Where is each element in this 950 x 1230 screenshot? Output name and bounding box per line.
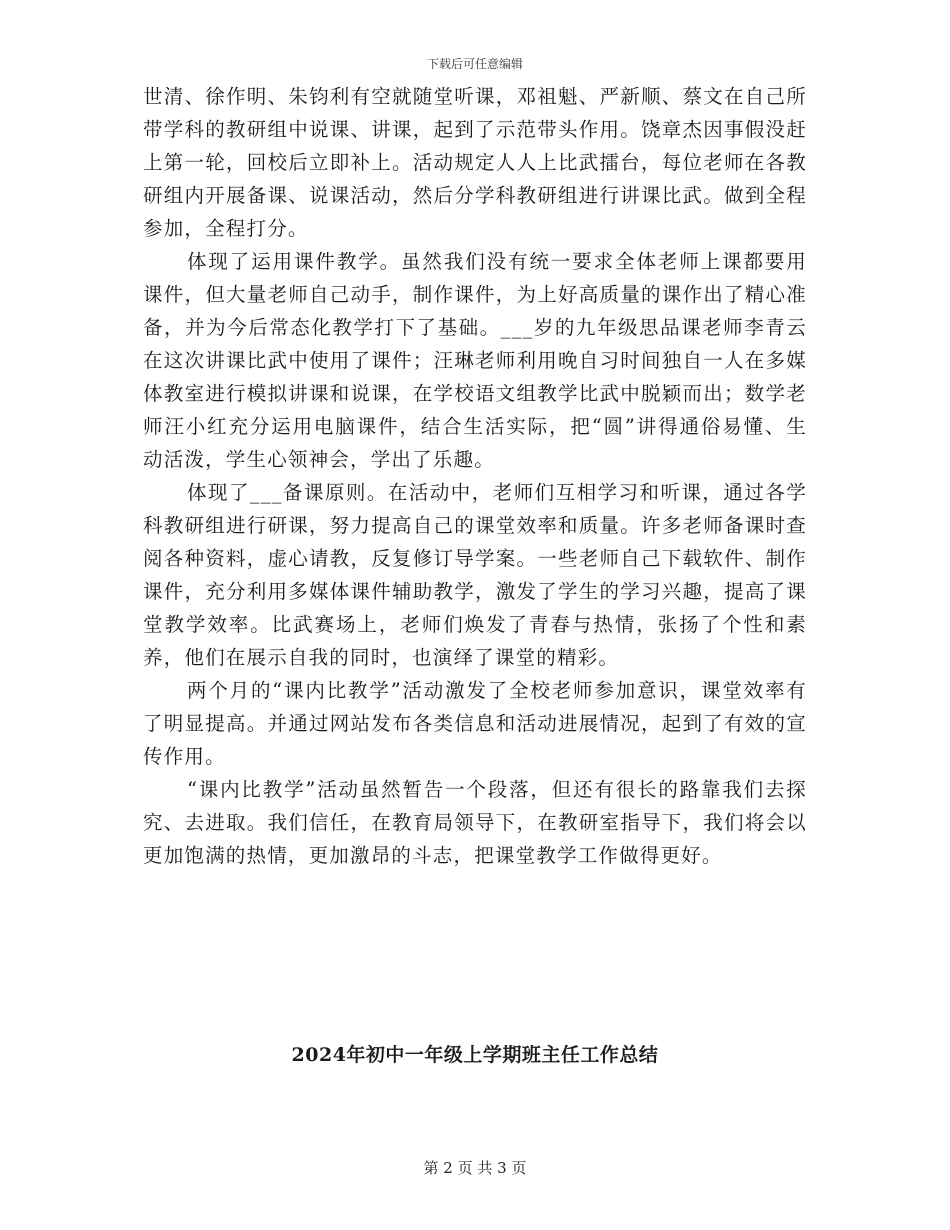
page-footer: 第 2 页 共 3 页 xyxy=(423,1159,527,1177)
section-heading: 2024年初中一年级上学期班主任工作总结 xyxy=(291,1044,659,1066)
page-header: 下载后可任意编辑 xyxy=(426,57,523,71)
paragraph-3: 体现了___备课原则。在活动中，老师们互相学习和听课，通过各学科教研组进行研课，努力提高自己的课堂效率和质量。许多老师备课时查阅各种资料，虚心请教，反复修订导学案。一些老师自己下载软件、制作课件，充分利用多媒体课件辅助教学，激发了学生的学习兴趣，提高了课堂教学效率。比武赛场上，老师们焕发了青春与热情，张扬了个性和素养，他们在展示自我的同时，也演绎了课堂的精彩。 xyxy=(143,481,807,669)
document-body xyxy=(143,80,807,872)
paragraph-1: 世清、徐作明、朱钧利有空就随堂听课，邓祖魁、严新顺、蔡文在自己所带学科的教研组中说课、讲课，起到了示范带头作用。饶章杰因事假没赶上第一轮，回校后立即补上。活动规定人人上比武擂台，每位老师在各教研组内开展备课、说课活动，然后分学科教研组进行讲课比武。做到全程参加，全程打分。 xyxy=(143,85,807,240)
paragraph-4: 两个月的“课内比教学”活动激发了全校老师参加意识，课堂效率有了明显提高。并通过网站发布各类信息和活动进展情况，起到了有效的宣传作用。 xyxy=(143,679,807,768)
paragraph-2: 体现了运用课件教学。虽然我们没有统一要求全体老师上课都要用课件，但大量老师自己动手，制作课件，为上好高质量的课作出了精心准备，并为今后常态化教学打下了基础。___岁的九年级思品课老师李青云在这次讲课比武中使用了课件；汪琳老师利用晚自习时间独自一人在多媒体教室进行模拟讲课和说课，在学校语文组教学比武中脱颖而出；数学老师汪小红充分运用电脑课件，结合生活实际，把“圆”讲得通俗易懂、生动活泼，学生心领神会，学出了乐趣。 xyxy=(143,250,807,471)
paragraph-5: “课内比教学”活动虽然暂告一个段落，但还有很长的路靠我们去探究、去进取。我们信任，在教育局领导下，在教研室指导下，我们将会以更加饱满的热情，更加激昂的斗志，把课堂教学工作做得更好。 xyxy=(143,778,807,867)
